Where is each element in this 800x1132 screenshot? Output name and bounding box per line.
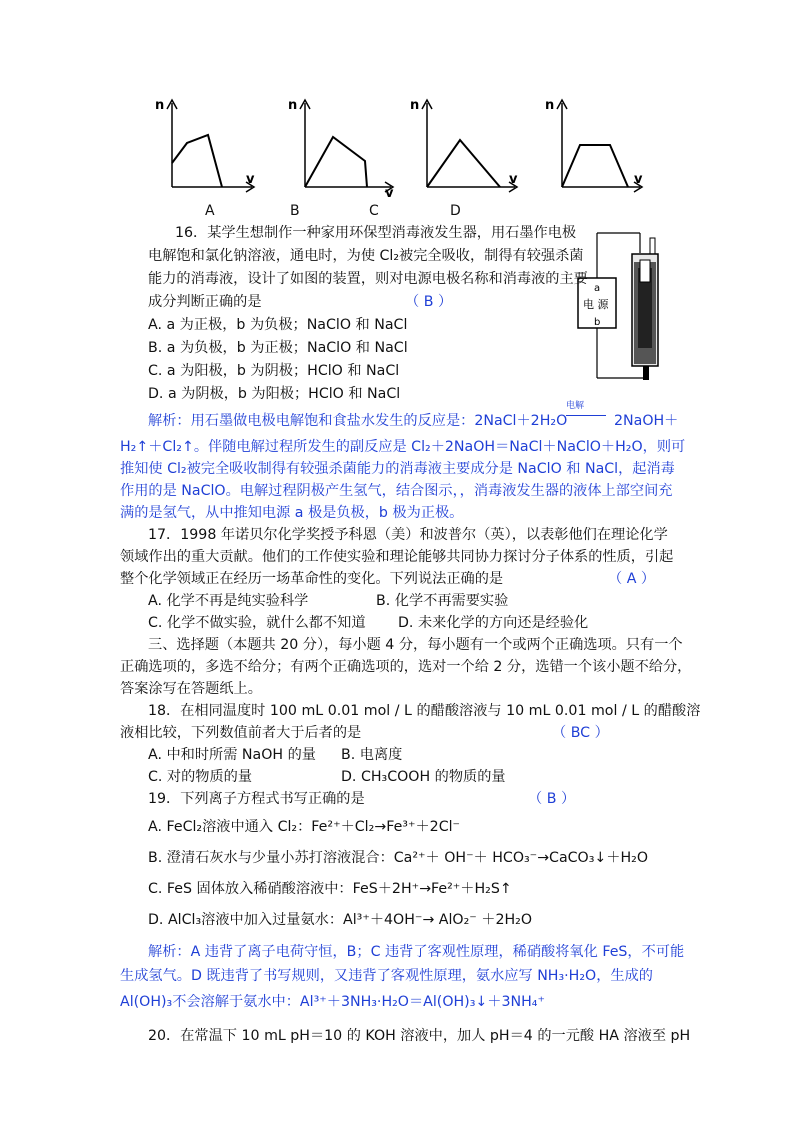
- q16-option-a: A. a 为正极，b 为负极；NaClO 和 NaCl: [148, 317, 408, 333]
- graph-c-v-label: v: [509, 172, 518, 187]
- section3-line-2: 正确选项的，多选不给分；有两个正确选项的，选对一个给 2 分，选错一个该小题不给分，: [120, 659, 692, 675]
- graph-c: [405, 95, 525, 195]
- exp16-line-1b: 2NaOH＋: [614, 413, 679, 429]
- section3-line-1: 三、选择题（本题共 20 分），每小题 4 分，每小题有一个或两个正确选项。只有一个: [148, 637, 683, 653]
- q19-answer: （ B ）: [528, 791, 576, 807]
- q17-answer: （ A ）: [608, 571, 656, 587]
- q17-option-b: B. 化学不再需要实验: [376, 593, 509, 609]
- exp19-line-1: 解析：A 违背了离子电荷守恒，B；C 违背了客观性原理，稀硝酸将氧化 FeS，不可能: [148, 944, 685, 960]
- q16-line-4: 成分判断正确的是: [148, 294, 262, 310]
- q16-answer: （ B ）: [405, 294, 453, 310]
- exp19-line-2: 生成氢气。D 既违背了书写规则，又违背了客观性原理，氨水应写 NH₃·H₂O，生成的: [120, 968, 653, 984]
- q18-line-1: 18．在相同温度时 100 mL 0.01 mol / L 的醋酸溶液与 10 mL 0.01 mol / L 的醋酸溶: [148, 703, 701, 719]
- q16-line-3: 能力的消毒液，设计了如图的装置，则对电源电极名称和消毒液的主要: [148, 271, 588, 287]
- q18-answer: （ BC ）: [552, 725, 609, 741]
- q16-option-d: D. a 为阴极，b 为阳极；HClO 和 NaCl: [148, 386, 401, 402]
- q19-option-c: C. FeS 固体放入稀硝酸溶液中：FeS＋2H⁺→Fe²⁺＋H₂S↑: [148, 881, 512, 897]
- section3-line-3: 答案涂写在答题纸上。: [120, 681, 262, 697]
- q19-option-a: A. FeCl₂溶液中通入 Cl₂：Fe²⁺＋Cl₂→Fe³⁺＋2Cl⁻: [148, 819, 461, 835]
- exp19-line-3: Al(OH)₃不会溶解于氨水中：Al³⁺＋3NH₃·H₂O＝Al(OH)₃↓＋3NH₄⁺: [120, 994, 545, 1010]
- exp16-line-2: H₂↑＋Cl₂↑。伴随电解过程所发生的副反应是 Cl₂＋2NaOH＝NaCl＋NaClO＋H₂O，则可: [120, 439, 686, 455]
- q17-option-a: A. 化学不再是纯实验科学: [148, 593, 309, 609]
- q20-line-1: 20．在常温下 10 mL pH＝10 的 KOH 溶液中，加人 pH＝4 的一元酸 HA 溶液至 pH: [148, 1028, 691, 1044]
- graph-b-v-label: v: [385, 186, 394, 200]
- electrode-a-label: a: [594, 283, 601, 294]
- q17-line-2: 领域作出的重大贡献。他们的工作使实验和理论能够共同协力探讨分子体系的性质，引起: [120, 549, 674, 565]
- q17-option-d: D. 未来化学的方向还是经验化: [398, 615, 589, 631]
- electrode-b-label: b: [594, 317, 601, 328]
- graph-c-n-label: n: [410, 98, 420, 113]
- power-source-label: 电 源: [583, 298, 609, 311]
- graph-label-d: D: [450, 203, 461, 219]
- exp16-reaction-arrow: [566, 415, 606, 416]
- electrolysis-apparatus-diagram: [570, 228, 680, 388]
- exp16-line-5: 满的是氢气，从中推知电源 a 极是负极，b 极为正极。: [120, 505, 464, 521]
- exp16-electrolysis-label: 电解: [566, 401, 585, 411]
- graph-label-a: A: [205, 203, 215, 219]
- exp16-line-1a: 解析：用石墨做电极电解饱和食盐水发生的反应是：2NaCl＋2H₂O: [148, 413, 568, 429]
- q16-option-b: B. a 为负极，b 为正极；NaClO 和 NaCl: [148, 340, 408, 356]
- q18-option-c: C. 对的物质的量: [148, 769, 253, 785]
- q16-line-2: 电解饱和氯化钠溶液，通电时，为使 Cl₂被完全吸收，制得有较强杀菌: [148, 248, 584, 264]
- q17-line-1: 17．1998 年诺贝尔化学奖授予科恩（美）和波普尔（英），以表彰他们在理论化学: [148, 527, 668, 543]
- graph-a-v-label: v: [246, 172, 255, 187]
- q18-option-d: D. CH₃COOH 的物质的量: [341, 769, 506, 785]
- q17-line-3: 整个化学领域正在经历一场革命性的变化。下列说法正确的是: [120, 571, 504, 587]
- q18-option-b: B. 电离度: [341, 747, 403, 763]
- q18-option-a: A. 中和时所需 NaOH 的量: [148, 747, 316, 763]
- graph-label-c: C: [369, 203, 379, 219]
- q17-option-c: C. 化学不做实验，就什么都不知道: [148, 615, 366, 631]
- graph-d-n-label: n: [545, 98, 555, 113]
- graph-d-v-label: v: [634, 172, 643, 187]
- q19-option-b: B. 澄清石灰水与少量小苏打溶液混合：Ca²⁺＋ OH⁻＋ HCO₃⁻→CaCO₃↓＋H₂O: [148, 850, 649, 866]
- q19-line-1: 19．下列离子方程式书写正确的是: [148, 791, 365, 807]
- q19-option-d: D. AlCl₃溶液中加入过量氨水：Al³⁺＋4OH⁻→ AlO₂⁻ ＋2H₂O: [148, 912, 532, 928]
- exp16-line-3: 推知使 Cl₂被完全吸收制得有较强杀菌能力的消毒液主要成分是 NaClO 和 NaCl，起消毒: [120, 461, 675, 477]
- graph-a-n-label: n: [155, 98, 165, 113]
- graph-b: [283, 95, 403, 200]
- q16-option-c: C. a 为阳极，b 为阴极；HClO 和 NaCl: [148, 363, 400, 379]
- q18-line-2: 液相比较，下列数值前者大于后者的是: [120, 725, 362, 741]
- q16-line-1: 16．某学生想制作一种家用环保型消毒液发生器，用石墨作电极: [175, 225, 577, 241]
- graph-b-n-label: n: [288, 98, 298, 113]
- graph-d: [540, 95, 650, 195]
- graph-a: [150, 95, 260, 195]
- exp16-line-4: 作用的是 NaClO。电解过程阴极产生氢气，结合图示，，消毒液发生器的液体上部空间充: [120, 483, 673, 499]
- graph-label-b: B: [290, 203, 300, 219]
